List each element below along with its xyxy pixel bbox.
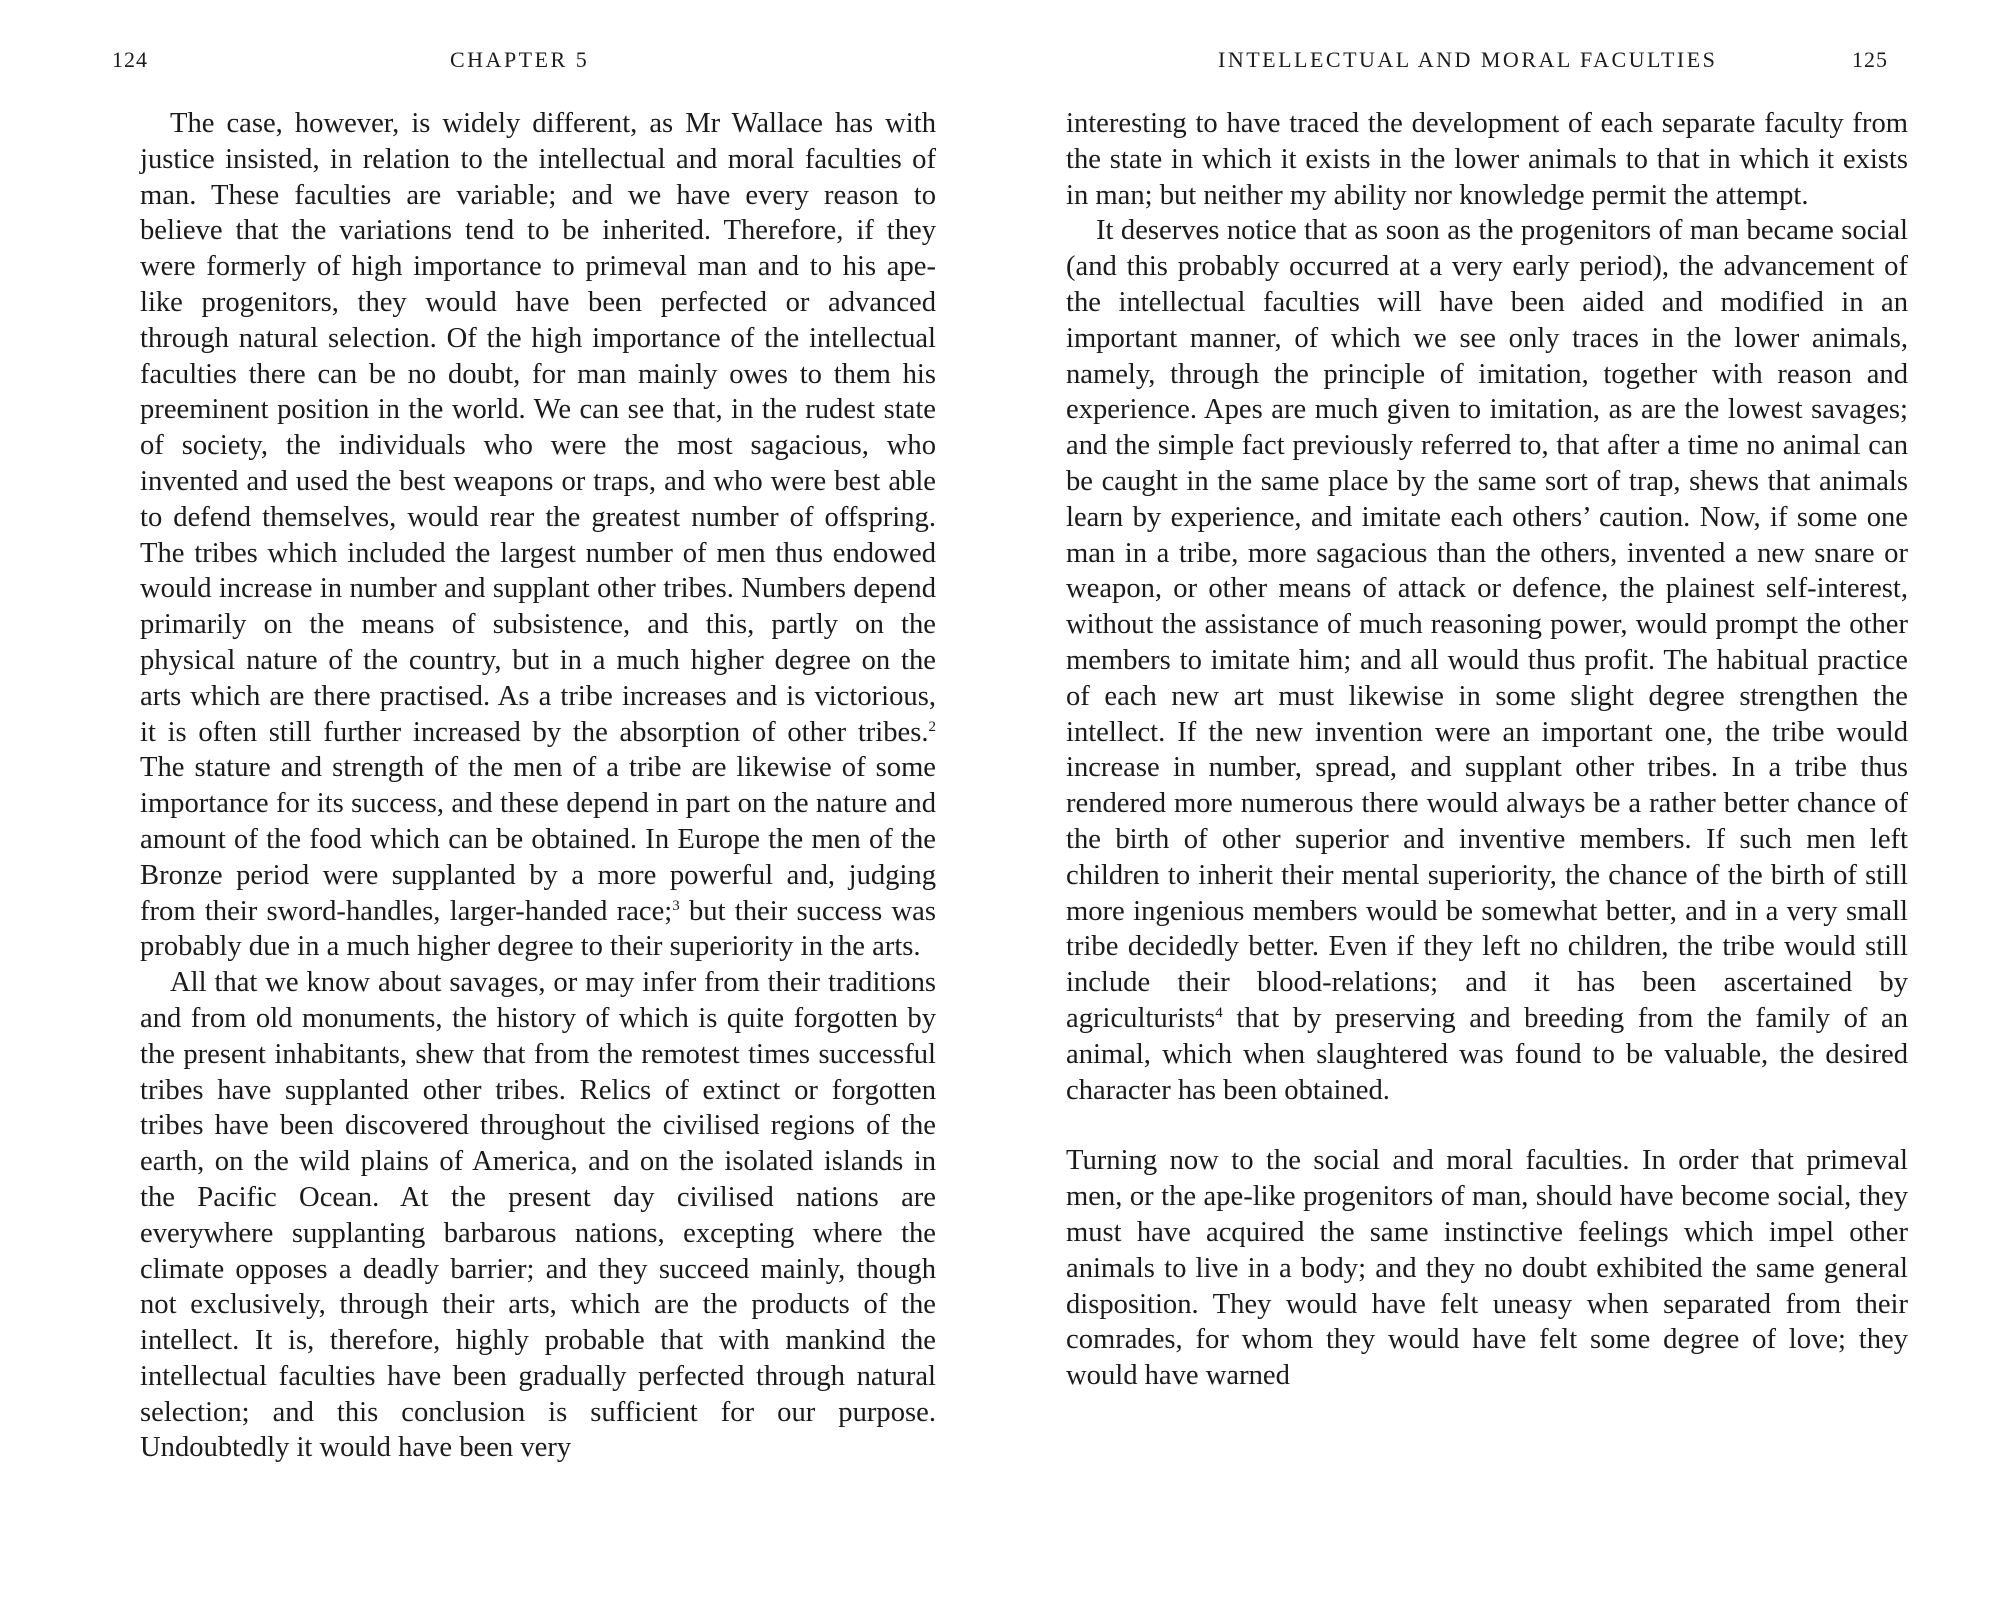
footnote-marker: 4: [1215, 1004, 1223, 1021]
left-page-number: 124: [112, 47, 148, 72]
left-paragraph-2-segment-1: All that we know about savages, or may infer from their traditions and from old monuments, the history of which is quite forgotten by the present inhabitants, shew that from the remotest times successful tribes have supplanted other tribes. Relics of extinct or forgotten tribes have been discovered throughout the civilised regions of the earth, on the wild plains of America, and on the isolated islands in the Pacific Ocean. At the present day civilised nations are everywhere supplanting barbarous nations, excepting where the climate opposes a deadly barrier; and they succeed mainly, though not exclusively, through their arts, which are the products of the intellect. It is, therefore, highly probable that with mankind the intellectual faculties have been gradually perfected through natural selection; and this conclusion is sufficient for our purpose. Undoubtedly it would have been very: [140, 967, 936, 1464]
right-page: [1000, 0, 2000, 1617]
left-paragraph-2: [140, 965, 936, 1466]
right-paragraph-2-segment-1: It deserves notice that as soon as the progenitors of man became social (and this probably occurred at a very early period), the advancement of the intellectual faculties will have been aided and modified in an important manner, of which we see only traces in the lower animals, namely, through the principle of imitation, together with reason and experience. Apes are much given to imitation, as are the lowest savages; and the simple fact previously referred to, that after a time no animal can be caught in the same place by the same sort of trap, shews that animals learn by experience, and imitate each others’ caution. Now, if some one man in a tribe, more sagacious than the others, invented a new snare or weapon, or other means of attack or defence, the plainest self-interest, without the assistance of much reasoning power, would prompt the other members to imitate him; and all would thus profit. The habitual practice of each new art must likewise in some slight degree strengthen the intellect. If the new invention were an important one, the tribe would increase in number, spread, and supplant other tribes. In a tribe thus rendered more numerous there would always be a rather better chance of the birth of other superior and inventive members. If such men left children to inherit their mental superiority, the chance of the birth of still more ingenious members would be somewhat better, and in a very small tribe decidedly better. Even if they left no children, the tribe would still include their blood-relations; and it has been ascertained by agriculturists: [1066, 215, 1908, 1034]
left-paragraph-1-segment-1: The case, however, is widely different, as Mr Wallace has with justice insisted, in relation to the intellectual and moral faculties of man. These faculties are variable; and we have every reason to believe that the variations tend to be inherited. Therefore, if they were formerly of high importance to primeval man and to his ape-like progenitors, they would have been perfected or advanced through natural selection. Of the high importance of the intellectual faculties there can be no doubt, for man mainly owes to them his preeminent position in the world. We can see that, in the rudest state of society, the individuals who were the most sagacious, who invented and used the best weapons or traps, and who were best able to defend themselves, would rear the greatest number of offspring. The tribes which included the largest number of men thus endowed would increase in number and supplant other tribes. Numbers depend primarily on the means of subsistence, and this, partly on the physical nature of the country, but in a much higher degree on the arts which are there practised. As a tribe increases and is victorious, it is often still further increased by the absorption of other tribes.: [140, 108, 936, 748]
right-running-head: INTELLECTUAL AND MORAL FACULTIES: [1218, 47, 1718, 72]
footnote-marker: 2: [928, 718, 936, 735]
left-paragraph-1-segment-2: The stature and strength of the men of a tribe are likewise of some importance for its success, and these depend in part on the nature and amount of the food which can be obtained. In Europe the men of the Bronze period were supplanted by a more powerful and, judging from their sword-handles, larger-handed race;: [140, 752, 936, 927]
left-body-text: [140, 106, 936, 1466]
right-paragraph-1: [1066, 106, 1908, 213]
right-page-number: 125: [1852, 47, 1888, 72]
right-paragraph-2-segment-2: that by preserving and breeding from the family of an animal, which when slaughtered was found to be valuable, the desired character has been obtained.: [1066, 1002, 1908, 1106]
left-paragraph-1: [140, 106, 936, 965]
right-paragraph-3-segment-1: Turning now to the social and moral faculties. In order that primeval men, or the ape-like progenitors of man, should have become social, they must have acquired the same instinctive feelings which impel other animals to live in a body; and they no doubt exhibited the same general disposition. They would have felt uneasy when separated from their comrades, for whom they would have felt some degree of love; they would have warned: [1066, 1145, 1908, 1392]
right-paragraph-1-segment-1: interesting to have traced the development of each separate faculty from the state in which it exists in the lower animals to that in which it exists in man; but neither my ability nor knowledge permit the attempt.: [1066, 108, 1908, 211]
right-body-text: [1066, 106, 1908, 1394]
left-running-head: CHAPTER 5: [450, 47, 590, 72]
right-paragraph-2: [1066, 213, 1908, 1108]
left-paragraph-1-segment-3: but their success was probably due in a much higher degree to their superiority in the arts.: [140, 895, 936, 963]
footnote-marker: 3: [672, 897, 680, 914]
right-paragraph-3: [1066, 1143, 1908, 1394]
